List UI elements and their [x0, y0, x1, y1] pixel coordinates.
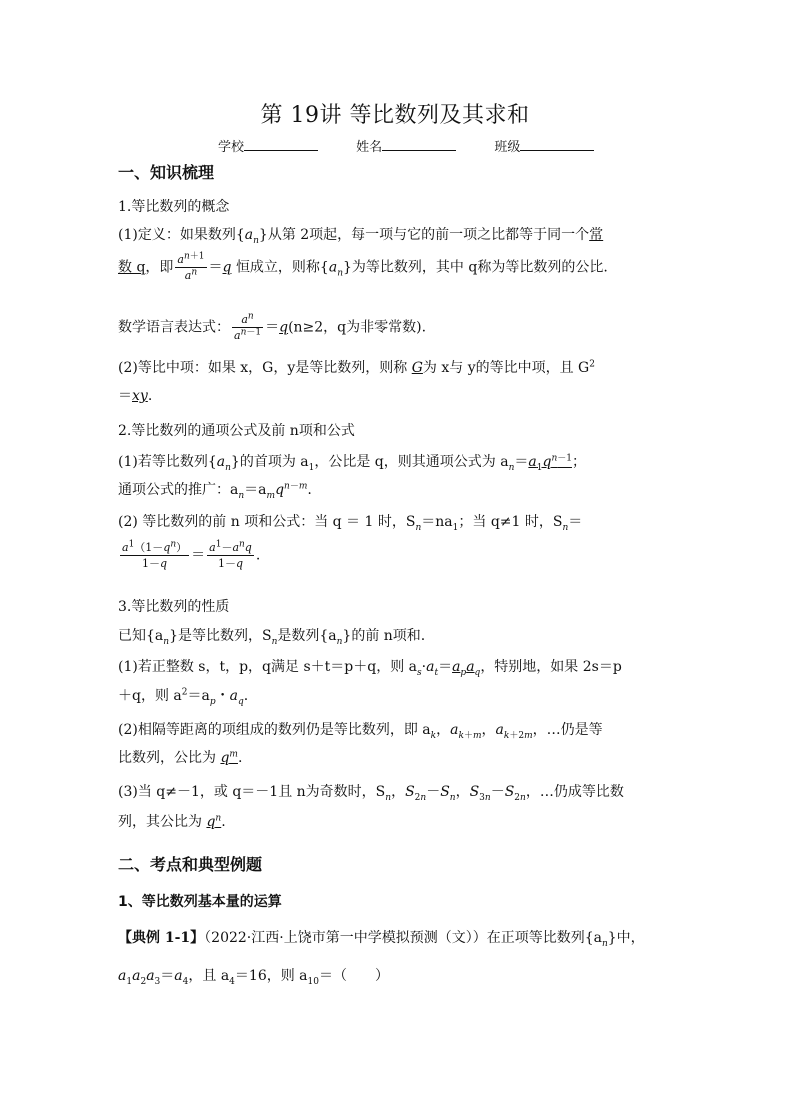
- example-1-1-condition: $a_1a_2a_3=a_4$，且 $a_4=16$，则 $a_{10}=$（ ）: [118, 968, 389, 987]
- property-3-line-1: (3)当 q≠－1，或 q＝－1且 n为奇数时，$S_n$，$S_{2n}-S_n$，$S_{3n}-S_{2n}$，…仍成等比数: [118, 784, 624, 803]
- name-field[interactable]: [356, 136, 456, 155]
- class-field[interactable]: [494, 136, 594, 155]
- general-formula-line-1: (1)若等比数列$\{a_n\}$的首项为 $a_1$，公比是 q，则其通项公式为 $a_n=a_1q^{n-1}$；: [118, 453, 586, 473]
- general-formula-line-2: 通项公式的推广：$a_n=a_mq^{n-m}$.: [118, 481, 312, 501]
- school-field[interactable]: [218, 136, 318, 155]
- sum-fraction-1: $\frac{a^1(1-q^n)}{1-q}$: [122, 539, 188, 570]
- geometric-mean-line-1: (2)等比中项：如果 x，G，y是等比数列，则称 G为 x与 y的等比中项，且 $G^2$: [118, 359, 595, 376]
- name-blank[interactable]: [382, 138, 456, 151]
- section-heading-knowledge: 一、知识梳理: [118, 163, 215, 182]
- property-1-line-2: ＋q，则 $a^2=a_p$・$a_q$.: [118, 687, 249, 707]
- geometric-mean-line-2: ＝xy.: [118, 388, 153, 404]
- property-3-line-2: 列，其公比为 $q^n$.: [118, 813, 226, 830]
- name-label: 姓名: [356, 140, 383, 155]
- definition-line-2: 数 q，即 $\frac{a^{n+1}}{a^n}$ ＝q 恒成立，则称$\{a_n\}$为等比数列，其中 q称为等比数列的公比.: [118, 251, 608, 282]
- section-heading-examples: 二、考点和典型例题: [118, 855, 263, 874]
- topic-1-heading: 1、等比数列基本量的运算: [118, 894, 282, 910]
- concept-heading: 1.等比数列的概念: [118, 199, 230, 215]
- sum-formula-line-1: (2) 等比数列的前 n 项和公式：当 q ＝ 1 时，$S_n=na_1$；当 q≠1 时，$S_n=$: [118, 514, 583, 533]
- example-label: 【典例 1-1】: [118, 930, 205, 946]
- properties-heading: 3.等比数列的性质: [118, 599, 230, 615]
- property-2-line-2: 比数列，公比为 $q^m$.: [118, 749, 243, 766]
- school-blank[interactable]: [244, 138, 318, 151]
- ratio-fraction: $\frac{a^{n+1}}{a^n}$: [177, 251, 205, 282]
- definition-line-1: (1)定义：如果数列$\{a_n\}$从第 2项起，每一项与它的前一项之比都等于同一个常: [118, 227, 604, 246]
- math-expression-fraction: $\frac{a^n}{a^{n-1}}$: [234, 311, 262, 342]
- school-label: 学校: [218, 140, 245, 155]
- page-title: 第 19讲 等比数列及其求和: [260, 103, 530, 128]
- sum-fraction-2: $\frac{a^1-a^nq}{1-q}$: [209, 539, 252, 570]
- general-formula-heading: 2.等比数列的通项公式及前 n项和公式: [118, 423, 355, 439]
- properties-intro: 已知$\{a_n\}$是等比数列，$S_n$是数列$\{a_n\}$的前 n项和.: [118, 628, 426, 647]
- student-info-fields: [218, 136, 628, 155]
- sum-formula-line-2: $\frac{a^1(1-q^n)}{1-q}$ ＝ $\frac{a^1-a^nq}{1-q}$ .: [122, 539, 261, 570]
- class-blank[interactable]: [520, 138, 594, 151]
- property-2-line-1: (2)相隔等距离的项组成的数列仍是等比数列，即 $a_k$，$a_{k+m}$，$a_{k+2m}$，…仍是等: [118, 722, 603, 741]
- example-1-1-source: 【典例 1-1】（2022·江西·上饶市第一中学模拟预测（文））在正项等比数列$\{a_n\}$中，: [118, 930, 645, 949]
- class-label: 班级: [494, 140, 521, 155]
- property-1-line-1: (1)若正整数 s，t，p，q满足 s＋t＝p＋q，则 $a_s\cdot a_t=a_pa_q$，特别地，如果 2s＝p: [118, 659, 622, 678]
- math-expression-line: 数学语言表达式： $\frac{a^n}{a^{n-1}}$ ＝q(n≥2，q为非零常数).: [118, 311, 427, 342]
